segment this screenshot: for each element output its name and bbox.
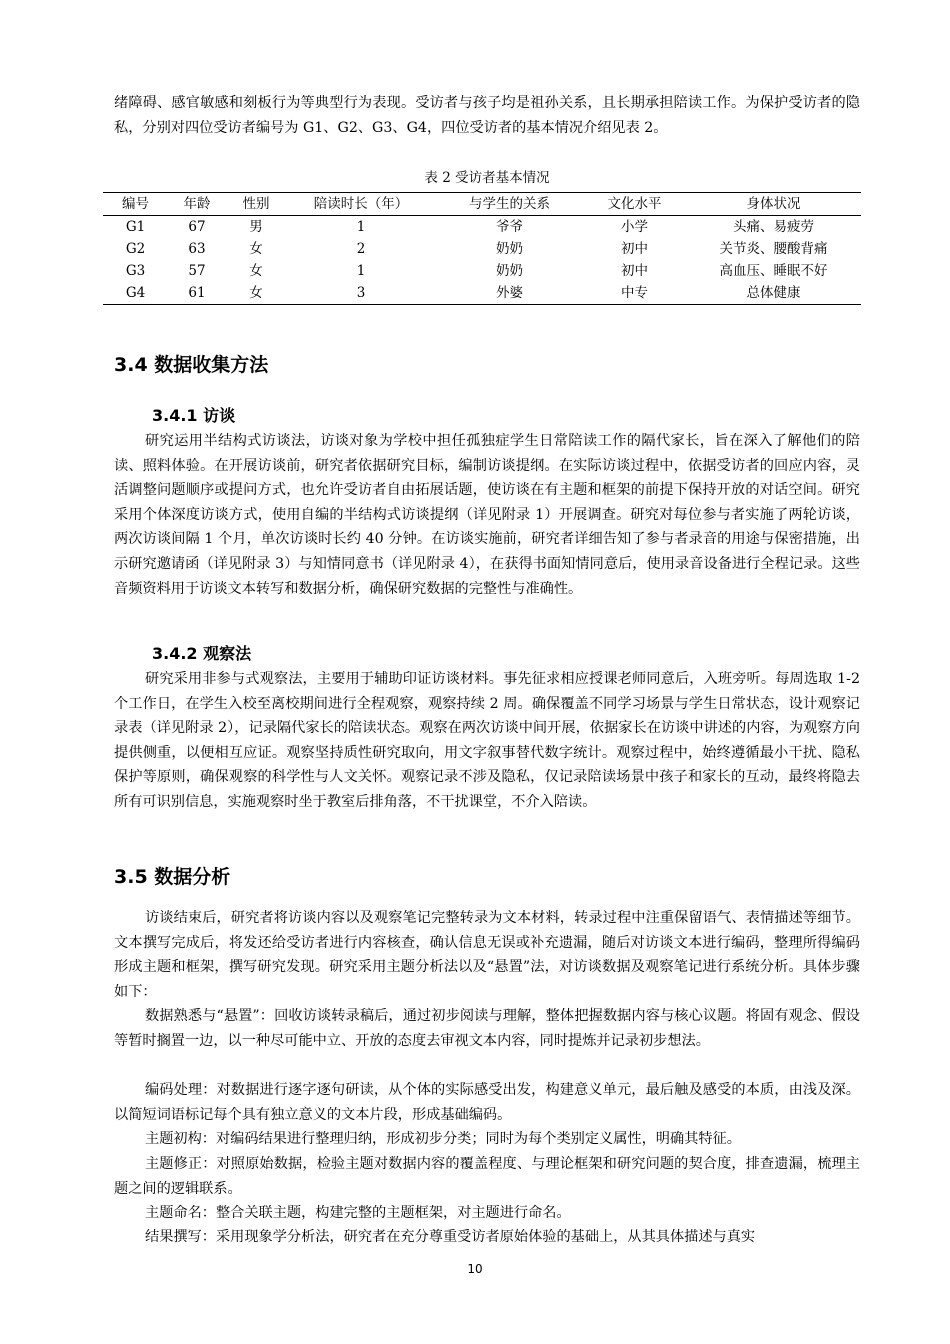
cell-gender: 男 xyxy=(249,219,263,235)
cell-duration: 3 xyxy=(356,285,366,301)
cell-health: 高血压、睡眠不好 xyxy=(719,263,828,279)
cell-health: 总体健康 xyxy=(746,285,801,301)
analysis-step-theme-revise: 主题修正：对照原始数据，检验主题对数据内容的覆盖程度、与理论框架和研究问题的契合度，排查遗漏，梳理主题之间的逻辑联系。 xyxy=(114,1156,860,1197)
participants-table xyxy=(103,192,861,305)
section-heading-3-4: 3.4 数据收集方法 xyxy=(114,354,269,376)
cell-age: 57 xyxy=(188,263,206,279)
table-row xyxy=(103,282,861,305)
cell-relation: 奶奶 xyxy=(496,241,523,257)
cell-education: 中专 xyxy=(621,285,648,301)
header-gender: 性别 xyxy=(242,196,270,212)
table-row xyxy=(103,260,861,282)
table-header-row xyxy=(103,193,861,216)
cell-age: 67 xyxy=(188,219,206,235)
cell-education: 初中 xyxy=(621,241,648,257)
header-education: 文化水平 xyxy=(607,196,662,212)
cell-education: 小学 xyxy=(621,219,648,235)
cell-relation: 外婆 xyxy=(496,285,523,301)
header-id: 编号 xyxy=(122,196,149,212)
analysis-step-writing: 结果撰写：采用现象学分析法，研究者在充分尊重受访者原始体验的基础上，从其具体描述与真实 xyxy=(145,1229,756,1245)
analysis-step-coding: 编码处理：对数据进行逐字逐句研读，从个体的实际感受出发，构建意义单元，最后触及感受的本质，由浅及深。以简短词语标记每个具有独立意义的文本片段，形成基础编码。 xyxy=(114,1082,860,1123)
analysis-step-theme-naming: 主题命名：整合关联主题，构建完整的主题框架，对主题进行命名。 xyxy=(145,1205,571,1221)
header-relation: 与学生的关系 xyxy=(469,196,550,212)
cell-health: 头痛、易疲劳 xyxy=(733,219,814,235)
cell-age: 63 xyxy=(188,241,206,257)
cell-gender: 女 xyxy=(249,285,263,301)
header-health: 身体状况 xyxy=(746,196,801,212)
cell-duration: 1 xyxy=(356,263,366,279)
subsection-heading-interview: 3.4.1 访谈 xyxy=(152,406,236,425)
cell-age: 61 xyxy=(188,285,206,301)
cell-education: 初中 xyxy=(621,263,648,279)
cell-relation: 爷爷 xyxy=(496,219,523,235)
section-heading-3-5: 3.5 数据分析 xyxy=(114,866,231,888)
table-row xyxy=(103,216,861,239)
cell-duration: 1 xyxy=(356,219,366,235)
analysis-step-familiarize: 数据熟悉与“悬置”：回收访谈转录稿后，通过初步阅读与理解，整体把握数据内容与核心议题。将固有观念、假设等暂时搁置一边，以一种尽可能中立、开放的态度去审视文本内容，同时提炼并记录初步想法。 xyxy=(114,1008,860,1049)
table-caption: 表 2 受访者基本情况 xyxy=(424,170,550,186)
cell-id: G2 xyxy=(125,241,146,257)
cell-relation: 奶奶 xyxy=(496,263,523,279)
intro-paragraph: 绪障碍、感官敏感和刻板行为等典型行为表现。受访者与孩子均是祖孙关系，且长期承担陪读工作。为保护受访者的隐私，分别对四位受访者编号为 G1、G2、G3、G4，四位受访者的基本情况介绍见表 2。 xyxy=(114,95,860,136)
analysis-paragraph: 访谈结束后，研究者将访谈内容以及观察笔记完整转录为文本材料，转录过程中注重保留语气、表情描述等细节。文本撰写完成后，将发还给受访者进行内容核查，确认信息无误或补充遗漏，随后对访谈文本进行编码，整理所得编码形成主题和框架，撰写研究发现。研究采用主题分析法以及“悬置”法，对访谈数据及观察笔记进行系统分析。具体步骤如下： xyxy=(114,910,860,1000)
cell-health: 关节炎、腰酸背痛 xyxy=(719,241,828,257)
cell-duration: 2 xyxy=(356,241,366,257)
cell-id: G1 xyxy=(125,219,146,235)
subsection-heading-observation: 3.4.2 观察法 xyxy=(152,644,252,663)
table-row xyxy=(103,238,861,260)
cell-id: G3 xyxy=(125,263,146,279)
cell-gender: 女 xyxy=(249,263,263,279)
analysis-step-theme-initial: 主题初构：对编码结果进行整理归纳，形成初步分类；同时为每个类别定义属性，明确其特征。 xyxy=(145,1131,741,1147)
header-age: 年龄 xyxy=(183,196,211,212)
header-duration: 陪读时长（年） xyxy=(313,196,409,212)
page-number: 10 xyxy=(467,1262,483,1276)
interview-paragraph: 研究运用半结构式访谈法，访谈对象为学校中担任孤独症学生日常陪读工作的隔代家长，旨在深入了解他们的陪读、照料体验。在开展访谈前，研究者依据研究目标，编制访谈提纲。在实际访谈过程中，依据受访者的回应内容，灵活调整问题顺序或提问方式，也允许受访者自由拓展话题，使访谈在有主题和框架的前提下保持开放的对话空间。研究采用个体深度访谈方式，使用自编的半结构式访谈提纲（详见附录 1）开展调查。研究对每位参与者实施了两轮访谈，两次访谈间隔 1 个月，单次访谈时长约 40 分钟。在访谈实施前，研究者详细告知了参与者录音的用途与保密措施，出示研究邀请函（详见附录 3）与知情同意书（详见附录 4），在获得书面知情同意后，使用录音设备进行全程记录。这些音频资料用于访谈文本转写和数据分析，确保研究数据的完整性与准确性。 xyxy=(114,433,860,597)
cell-gender: 女 xyxy=(249,241,263,257)
cell-id: G4 xyxy=(125,285,146,301)
observation-paragraph: 研究采用非参与式观察法，主要用于辅助印证访谈材料。事先征求相应授课老师同意后，入班旁听。每周选取 1-2 个工作日，在学生入校至离校期间进行全程观察，观察持续 2 周。确保覆盖不同学习场景与学生日常状态，设计观察记录表（详见附录 2），记录隔代家长的陪读状态。观察在两次访谈中间开展，依据家长在访谈中讲述的内容，为观察方向提供侧重，以便相互应证。观察坚持质性研究取向，用文字叙事替代数字统计。观察过程中，始终遵循最小干扰、隐私保护等原则，确保观察的科学性与人文关怀。观察记录不涉及隐私，仅记录陪读场景中孩子和家长的互动，最终将隐去所有可识别信息，实施观察时坐于教室后排角落，不干扰课堂，不介入陪读。 xyxy=(114,671,860,810)
